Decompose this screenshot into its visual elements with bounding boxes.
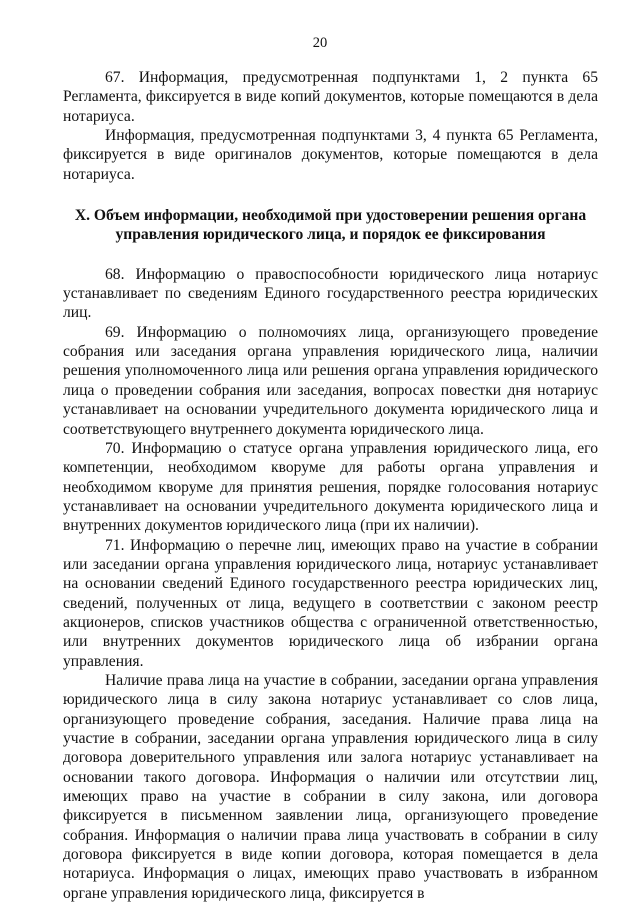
paragraph-67: 67. Информация, предусмотренная подпунктами 1, 2 пункта 65 Регламента, фиксируется в виде копий документов, которые помещаются в дела нотариуса.	[63, 69, 598, 125]
section-heading: X. Объем информации, необходимой при удостоверении решения органа управления юридического лица, и порядок ее фиксирования	[74, 207, 587, 244]
page-number: 20	[312, 35, 328, 51]
paragraph-67-continued: Информация, предусмотренная подпунктами 3, 4 пункта 65 Регламента, фиксируется в виде оригиналов документов, которые помещаются в дела нотариуса.	[63, 127, 598, 183]
paragraph-69: 69. Информацию о полномочиях лица, организующего проведение собрания или заседания органа управления юридического лица, наличии решения уполномоченного лица или решения органа управления юридического лица о проведении собрания или заседания, вопросах повестки дня нотариус устанавливает на основании учредительного документа юридического лица и соответствующего внутреннего документа юридического лица.	[63, 323, 598, 438]
document-body	[63, 68, 598, 903]
paragraph-71: 71. Информацию о перечне лиц, имеющих право на участие в собрании или заседании органа управления юридического лица, нотариус устанавливает на основании сведений Единого государственного реестра юридических лиц, сведений, полученных от лица, ведущего в соответствии с законом реестр акционеров, списков участников общества с ограниченной ответственностью, или внутренних документов юридического лица об избрании органа управления.	[63, 536, 598, 670]
paragraph-68: 68. Информацию о правоспособности юридического лица нотариус устанавливает по сведениям Единого государственного реестра юридических лиц.	[63, 265, 598, 322]
paragraph-71-continued: Наличие права лица на участие в собрании, заседании органа управления юридического лица в силу закона нотариус устанавливает со слов лица, организующего проведение собрания, заседания. Наличие права лица на участие в собрании, заседании органа управления юридического лица в силу договора доверительного управления или залога нотариус устанавливает на основании такого договора. Информация о наличии или отсутствии лиц, имеющих право на участие в собрании в силу закона, или договора фиксируется в письменном заявлении лица, организующего проведение собрания. Информация о наличии права лица участвовать в собрании в силу договора фиксируется в виде копии договора, которая помещается в дела нотариуса. Информация о лицах, имеющих право участвовать в избранном органе управления юридического лица, фиксируется в	[63, 671, 598, 902]
paragraph-70: 70. Информацию о статусе органа управления юридического лица, его компетенции, необходимом кворуме для работы органа управления и необходимом кворуме для принятия решения, порядке голосования нотариус устанавливает на основании учредительного документа юридического лица и внутренних документов юридического лица (при их наличии).	[63, 439, 598, 535]
